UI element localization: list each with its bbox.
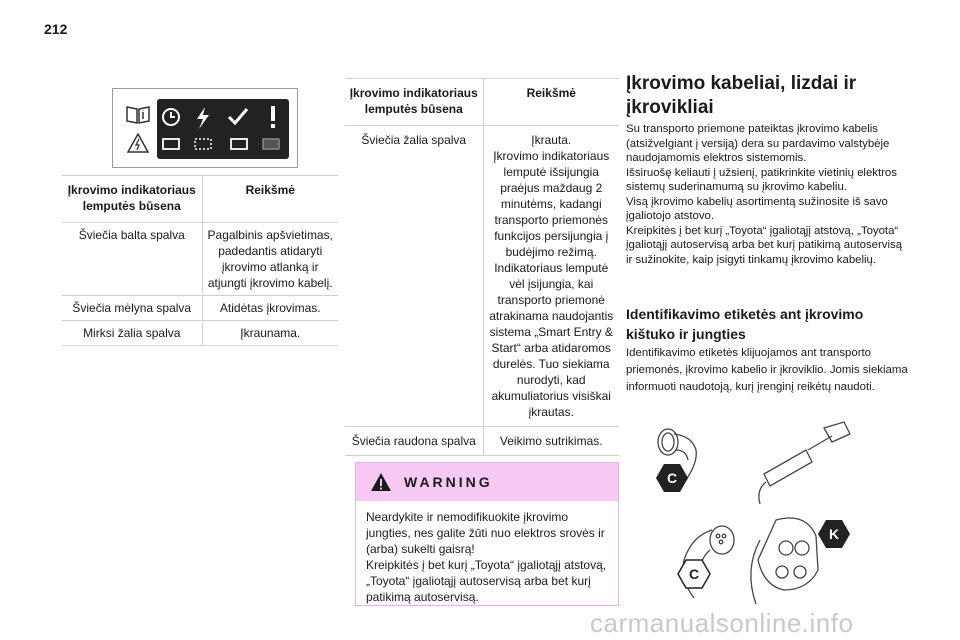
page-number: 212 — [44, 21, 68, 37]
check-icon — [229, 109, 247, 123]
table-cell: Atidėtas įkrovimas. — [202, 296, 338, 321]
warning-header — [356, 463, 618, 501]
warning-box — [355, 462, 619, 606]
indicator-table-1 — [62, 175, 338, 346]
charging-cable-illustration — [636, 420, 858, 610]
table-header: Įkrovimo indikatoriaus lemputės būsena — [345, 79, 483, 126]
table-cell: Įkrauta. Įkrovimo indikatoriaus lemputė išsijungia praėjus maždaug 2 minutėms, kadangi transporto priemonės funkcijos persijungia į budėjimo režimą. Indikatoriaus lemputė vėl įsijungia, kai transporto priemonė atrakinama naudojantis sistema „Smart Entry & Start“ arba atidaromos durelės. Tuo siekiama nurodyti, kad akumuliatorius visiškai įkrautas. — [483, 126, 619, 427]
table-cell: Šviečia mėlyna spalva — [62, 296, 202, 321]
table-header-row — [62, 176, 338, 223]
section-paragraph: Su transporto priemone pateiktas įkrovimo kabelis (atsižvelgiant į versiją) dera su pardavimo valstybėje naudojamomis elektros sistemomis. Išsiruošę keliauti į užsienį, patikrinkite vietinių elektros sistemų suderinamumą su įkrovimo kabeliu. Visą įkrovimo kabelių asortimentą sužinosite iš savo įgaliotojo atstovo. Kreipkitės į bet kurį „Toyota“ įgaliotąjį atstovą, „Toyota“ įgaliotąjį autoservisą arba bet kurį patikimą autoservisą ir sužinokite, kaip įsigyti tinkamų įkrovimo kabelių. — [626, 123, 903, 266]
table-cell: Šviečia žalia spalva — [345, 126, 483, 427]
warning-text: Neardykite ir nemodifikuokite įkrovimo jungties, nes galite žūti nuo elektros srovės ir (arba) sukelti gaisrą! Kreipkitės į bet kurį „Toyota“ įgaliotąjį atstovą, „Toyota“ įgaliotąjį autoservisą arba bet kurį patikimą autoservisą. — [366, 510, 607, 604]
indicator-display — [157, 99, 289, 159]
table-cell: Pagalbinis apšvietimas, padedantis atidaryti įkrovimo atlanką ir atjungti įkrovimo kabelį. — [202, 223, 338, 296]
green-lamp — [231, 139, 247, 149]
table-row — [62, 321, 338, 346]
table-header: Reikšmė — [202, 176, 338, 223]
clock-icon — [163, 109, 179, 125]
warning-title: WARNING — [404, 474, 493, 490]
subsection-paragraph: Identifikavimo etiketės klijuojamos ant transporto priemonės, įkrovimo kabelio ir įkroviklio. Jomis siekiama informuoti naudotoją, kurį įrenginį reikėtų naudoti. — [626, 347, 908, 393]
table-row — [345, 126, 619, 427]
ccs-plug-icon — [751, 518, 818, 604]
red-lamp — [263, 139, 279, 149]
manual-icon — [125, 105, 151, 125]
subsection-title: Identifikavimo etiketės ant įkrovimo kištuko ir jungties — [626, 306, 864, 342]
label-c-top-text: C — [666, 470, 678, 486]
warning-icon — [370, 472, 392, 492]
table-row — [62, 296, 338, 321]
label-k-text: K — [828, 526, 840, 542]
watermark: carmanualsonline.info — [590, 608, 854, 638]
table-cell: Šviečia raudona spalva — [345, 427, 483, 456]
section-title: Įkrovimo kabeliai, lizdai ir įkrovikliai — [626, 73, 857, 118]
table-cell: Mirksi žalia spalva — [62, 321, 202, 346]
table-header: Reikšmė — [483, 79, 619, 126]
table-row — [62, 223, 338, 296]
table-cell: Veikimo sutrikimas. — [483, 427, 619, 456]
table-header: Įkrovimo indikatoriaus lemputės būsena — [62, 176, 202, 223]
lightning-icon — [197, 107, 209, 129]
blue-lamp — [195, 139, 211, 149]
table-header-row — [345, 79, 619, 126]
label-c-bottom-text: C — [688, 566, 700, 582]
charging-indicator-illustration — [112, 88, 298, 168]
warning-triangle-icon — [127, 133, 149, 153]
table-cell: Šviečia balta spalva — [62, 223, 202, 296]
exclamation-icon — [271, 106, 275, 128]
mode2-cable-icon — [759, 422, 850, 504]
table-cell: Įkraunama. — [202, 321, 338, 346]
indicator-table-2 — [345, 78, 619, 456]
table-row — [345, 427, 619, 456]
white-lamp — [163, 139, 179, 149]
